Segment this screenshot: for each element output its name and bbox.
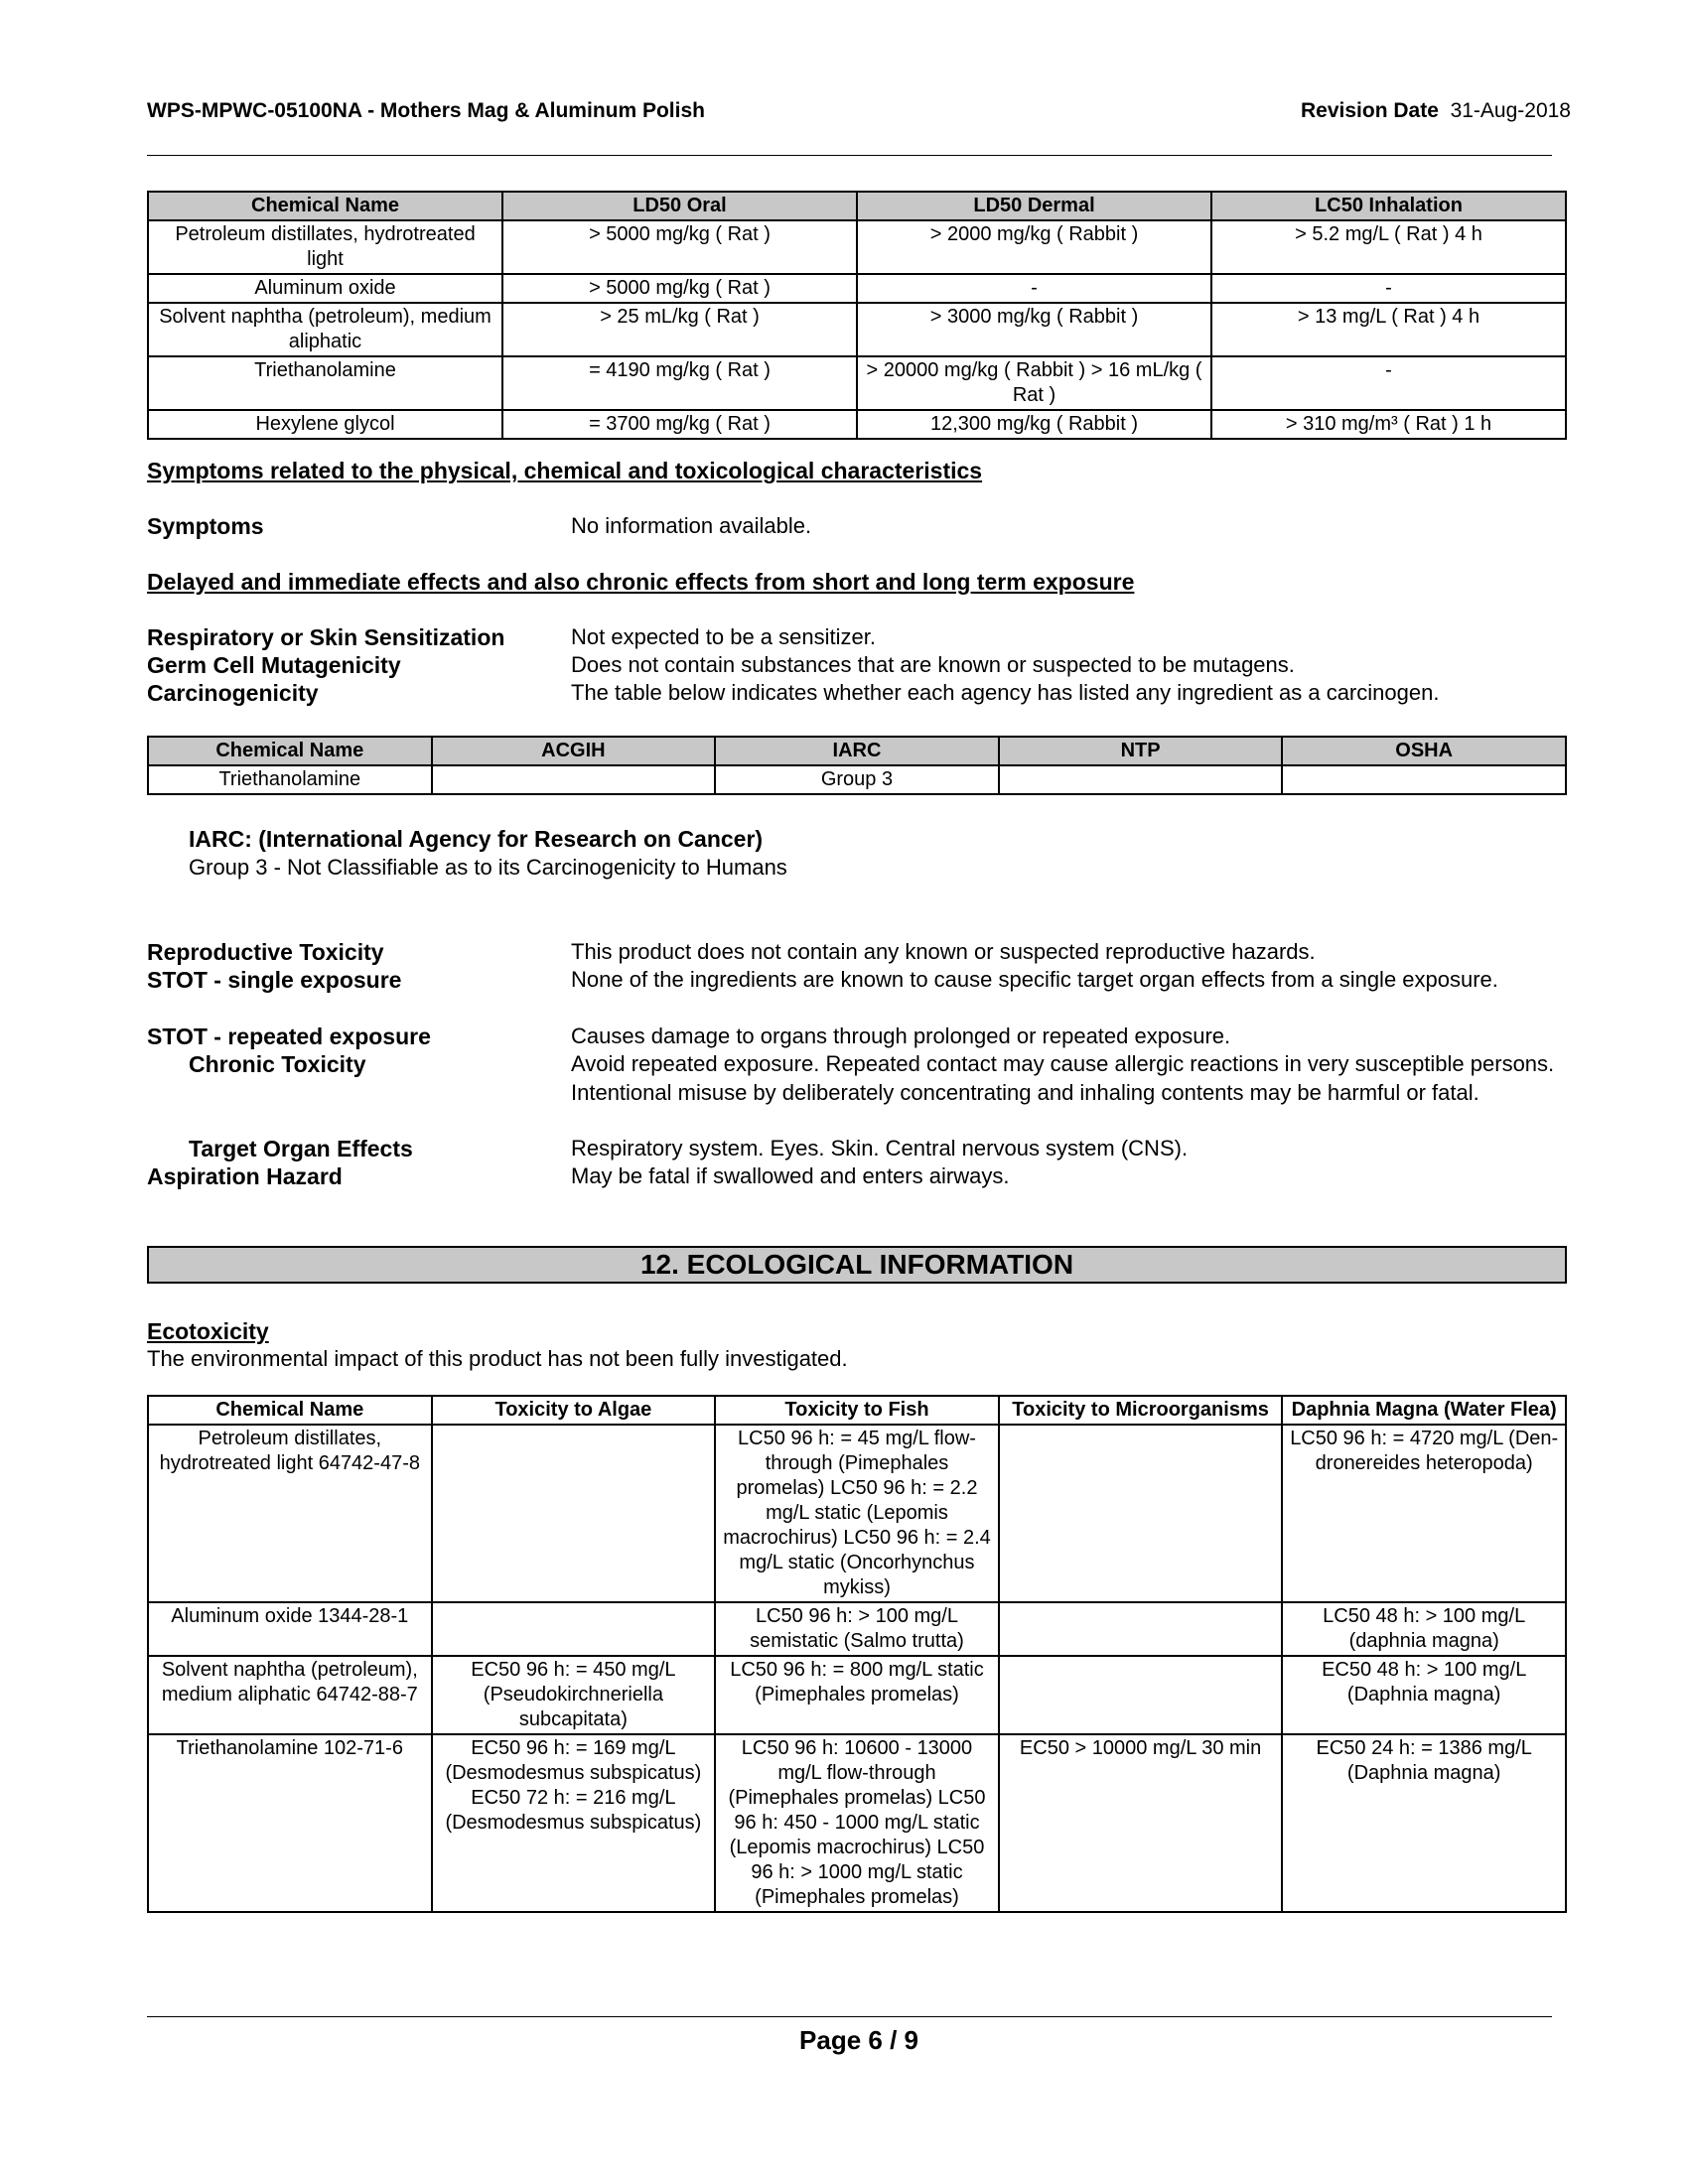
- table-cell: -: [1211, 274, 1566, 303]
- table-cell: [1282, 765, 1566, 794]
- reproductive-label: Reproductive Toxicity: [147, 939, 384, 965]
- col-header: Chemical Name: [148, 192, 502, 220]
- table-cell: EC50 96 h: = 450 mg/L (Pseudokirchneriella subcapitata): [432, 1656, 716, 1734]
- carcinogenicity-value: The table below indicates whether each agency has listed any ingredient as a carcinogen.: [571, 680, 1440, 705]
- carcinogen-table: [147, 736, 1567, 795]
- table-cell: [999, 1602, 1283, 1656]
- table-cell: > 310 mg/m³ ( Rat ) 1 h: [1211, 410, 1566, 439]
- table-cell: -: [1211, 356, 1566, 410]
- table-cell: EC50 48 h: > 100 mg/L (Daphnia magna): [1282, 1656, 1566, 1734]
- stot-repeated-label: STOT - repeated exposure: [147, 1024, 431, 1049]
- table-row: [148, 1425, 1566, 1602]
- col-header: Chemical Name: [148, 737, 432, 765]
- table-cell: LC50 96 h: 10600 - 13000 mg/L flow-through (Pimephales promelas) LC50 96 h: 450 - 1000 mg/L static (Lepomis macrochirus) LC50 96 h: > 1000 mg/L static (Pimephales promelas): [715, 1734, 999, 1912]
- table-header-row: [148, 192, 1566, 220]
- table-cell: [999, 1656, 1283, 1734]
- sensitization-label: Respiratory or Skin Sensitization: [147, 624, 505, 650]
- table-row: [148, 410, 1566, 439]
- table-cell: Aluminum oxide: [148, 274, 502, 303]
- col-header: LD50 Oral: [502, 192, 857, 220]
- page-number: Page 6 / 9: [799, 2025, 918, 2055]
- col-header: LC50 Inhalation: [1211, 192, 1566, 220]
- sensitization-value: Not expected to be a sensitizer.: [571, 624, 876, 649]
- table-cell: Petroleum distillates, hydrotreated light 64742-47-8: [148, 1425, 432, 1602]
- table-cell: Hexylene glycol: [148, 410, 502, 439]
- table-cell: > 2000 mg/kg ( Rabbit ): [857, 220, 1211, 274]
- symptoms-label: Symptoms: [147, 513, 264, 539]
- stot-single-value: None of the ingredients are known to cause specific target organ effects from a single exposure.: [571, 967, 1498, 992]
- table-row: [148, 1734, 1566, 1912]
- chronic-toxicity-label: Chronic Toxicity: [189, 1051, 366, 1077]
- table-row: [148, 765, 1566, 794]
- footer-divider: [147, 2016, 1552, 2017]
- table-cell: Triethanolamine 102-71-6: [148, 1734, 432, 1912]
- delayed-effects-heading: Delayed and immediate effects and also chronic effects from short and long term exposure: [147, 569, 1135, 595]
- header-divider: [147, 155, 1552, 156]
- col-header: Daphnia Magna (Water Flea): [1282, 1396, 1566, 1425]
- table-cell: LC50 96 h: = 800 mg/L static (Pimephales promelas): [715, 1656, 999, 1734]
- col-header: IARC: [715, 737, 999, 765]
- reproductive-value: This product does not contain any known or suspected reproductive hazards.: [571, 939, 1316, 964]
- table-cell: Solvent naphtha (petroleum), medium aliphatic: [148, 303, 502, 356]
- table-row: [148, 1602, 1566, 1656]
- table-cell: > 20000 mg/kg ( Rabbit ) > 16 mL/kg ( Rat ): [857, 356, 1211, 410]
- table-cell: [432, 1425, 716, 1602]
- document-title: WPS-MPWC-05100NA - Mothers Mag & Aluminum Polish: [147, 99, 705, 122]
- col-header: Toxicity to Algae: [432, 1396, 716, 1425]
- table-cell: [999, 765, 1283, 794]
- col-header: ACGIH: [432, 737, 716, 765]
- table-cell: Solvent naphtha (petroleum), medium aliphatic 64742-88-7: [148, 1656, 432, 1734]
- col-header: Chemical Name: [148, 1396, 432, 1425]
- table-row: [148, 356, 1566, 410]
- table-cell: LC50 96 h: = 45 mg/L flow-through (Pimephales promelas) LC50 96 h: = 2.2 mg/L static (Lepomis macrochirus) LC50 96 h: = 2.4 mg/L static (Oncorhynchus mykiss): [715, 1425, 999, 1602]
- carcinogenicity-label: Carcinogenicity: [147, 680, 319, 706]
- table-cell: > 3000 mg/kg ( Rabbit ): [857, 303, 1211, 356]
- table-cell: Petroleum distillates, hydrotreated light: [148, 220, 502, 274]
- table-row: [148, 220, 1566, 274]
- table-cell: Triethanolamine: [148, 356, 502, 410]
- symptoms-value: No information available.: [571, 513, 812, 538]
- table-cell: LC50 48 h: > 100 mg/L (daphnia magna): [1282, 1602, 1566, 1656]
- table-cell: EC50 96 h: = 169 mg/L (Desmodesmus subspicatus) EC50 72 h: = 216 mg/L (Desmodesmus subspicatus): [432, 1734, 716, 1912]
- iarc-title: IARC: (International Agency for Research on Cancer): [189, 826, 764, 852]
- table-cell: EC50 > 10000 mg/L 30 min: [999, 1734, 1283, 1912]
- table-cell: Triethanolamine: [148, 765, 432, 794]
- table-cell: 12,300 mg/kg ( Rabbit ): [857, 410, 1211, 439]
- table-cell: = 4190 mg/kg ( Rat ): [502, 356, 857, 410]
- table-cell: > 13 mg/L ( Rat ) 4 h: [1211, 303, 1566, 356]
- table-cell: > 25 mL/kg ( Rat ): [502, 303, 857, 356]
- revision-label: Revision Date: [1301, 99, 1439, 122]
- mutagenicity-value: Does not contain substances that are known or suspected to be mutagens.: [571, 652, 1295, 677]
- table-cell: Aluminum oxide 1344-28-1: [148, 1602, 432, 1656]
- table-cell: LC50 96 h: = 4720 mg/L (Den-dronereides heteropoda): [1282, 1425, 1566, 1602]
- table-cell: EC50 24 h: = 1386 mg/L (Daphnia magna): [1282, 1734, 1566, 1912]
- chronic-toxicity-value: Avoid repeated exposure. Repeated contact may cause allergic reactions in very susceptible persons. Intentional misuse by deliberately concentrating and inhaling contents may be harmful or fatal.: [571, 1051, 1555, 1105]
- section-12-heading: 12. ECOLOGICAL INFORMATION: [147, 1246, 1567, 1284]
- table-cell: -: [857, 274, 1211, 303]
- target-organ-value: Respiratory system. Eyes. Skin. Central nervous system (CNS).: [571, 1136, 1189, 1160]
- table-header-row: [148, 737, 1566, 765]
- col-header: Toxicity to Fish: [715, 1396, 999, 1425]
- acute-toxicity-table: [147, 191, 1567, 440]
- table-cell: > 5000 mg/kg ( Rat ): [502, 220, 857, 274]
- table-cell: LC50 96 h: > 100 mg/L semistatic (Salmo trutta): [715, 1602, 999, 1656]
- aspiration-value: May be fatal if swallowed and enters airways.: [571, 1163, 1010, 1188]
- table-cell: > 5.2 mg/L ( Rat ) 4 h: [1211, 220, 1566, 274]
- aspiration-label: Aspiration Hazard: [147, 1163, 343, 1189]
- col-header: OSHA: [1282, 737, 1566, 765]
- target-organ-label: Target Organ Effects: [189, 1136, 413, 1161]
- table-row: [148, 303, 1566, 356]
- table-cell: Group 3: [715, 765, 999, 794]
- table-row: [148, 1656, 1566, 1734]
- stot-repeated-value: Causes damage to organs through prolonged or repeated exposure.: [571, 1024, 1231, 1048]
- symptoms-heading: Symptoms related to the physical, chemical and toxicological characteristics: [147, 458, 983, 483]
- col-header: Toxicity to Microorganisms: [999, 1396, 1283, 1425]
- iarc-text: Group 3 - Not Classifiable as to its Carcinogenicity to Humans: [189, 855, 787, 880]
- table-cell: > 5000 mg/kg ( Rat ): [502, 274, 857, 303]
- table-cell: [999, 1425, 1283, 1602]
- stot-single-label: STOT - single exposure: [147, 967, 402, 993]
- table-cell: [432, 765, 716, 794]
- table-row: [148, 274, 1566, 303]
- ecotoxicity-heading: Ecotoxicity: [147, 1318, 269, 1344]
- mutagenicity-label: Germ Cell Mutagenicity: [147, 652, 401, 678]
- revision-value: 31-Aug-2018: [1450, 99, 1571, 122]
- ecotoxicity-table: [147, 1395, 1567, 1913]
- table-cell: [432, 1602, 716, 1656]
- ecotoxicity-text: The environmental impact of this product has not been fully investigated.: [147, 1346, 848, 1371]
- col-header: NTP: [999, 737, 1283, 765]
- table-header-row: [148, 1396, 1566, 1425]
- col-header: LD50 Dermal: [857, 192, 1211, 220]
- revision-date: [1301, 99, 1571, 123]
- table-cell: = 3700 mg/kg ( Rat ): [502, 410, 857, 439]
